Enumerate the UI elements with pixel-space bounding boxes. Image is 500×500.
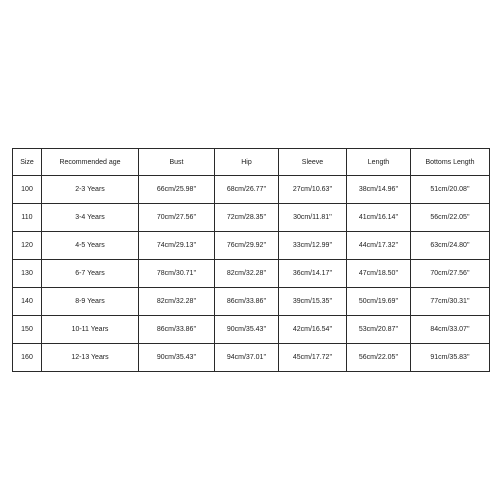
cell-bottoms-length: 91cm/35.83'' [411, 344, 490, 372]
table-row [13, 288, 490, 316]
header-hip: Hip [215, 149, 279, 176]
cell-length: 44cm/17.32'' [347, 232, 411, 260]
cell-sleeve: 36cm/14.17'' [279, 260, 347, 288]
cell-bust: 74cm/29.13'' [139, 232, 215, 260]
cell-bust: 66cm/25.98'' [139, 176, 215, 204]
table-row [13, 204, 490, 232]
cell-recommended-age: 3-4 Years [42, 204, 139, 232]
table-row [13, 316, 490, 344]
cell-length: 47cm/18.50'' [347, 260, 411, 288]
cell-bust: 90cm/35.43'' [139, 344, 215, 372]
table-row [13, 344, 490, 372]
header-sleeve: Sleeve [279, 149, 347, 176]
cell-sleeve: 30cm/11.81'' [279, 204, 347, 232]
cell-size: 110 [13, 204, 42, 232]
cell-hip: 82cm/32.28'' [215, 260, 279, 288]
cell-bust: 82cm/32.28'' [139, 288, 215, 316]
cell-hip: 90cm/35.43'' [215, 316, 279, 344]
cell-bust: 86cm/33.86'' [139, 316, 215, 344]
cell-bottoms-length: 84cm/33.07'' [411, 316, 490, 344]
cell-recommended-age: 2-3 Years [42, 176, 139, 204]
table-row [13, 232, 490, 260]
cell-size: 130 [13, 260, 42, 288]
cell-length: 56cm/22.05'' [347, 344, 411, 372]
cell-length: 38cm/14.96'' [347, 176, 411, 204]
cell-size: 150 [13, 316, 42, 344]
cell-sleeve: 33cm/12.99'' [279, 232, 347, 260]
cell-hip: 76cm/29.92'' [215, 232, 279, 260]
header-length: Length [347, 149, 411, 176]
header-bust: Bust [139, 149, 215, 176]
table-row [13, 260, 490, 288]
cell-bottoms-length: 63cm/24.80'' [411, 232, 490, 260]
cell-bottoms-length: 51cm/20.08'' [411, 176, 490, 204]
cell-sleeve: 27cm/10.63'' [279, 176, 347, 204]
cell-bottoms-length: 56cm/22.05'' [411, 204, 490, 232]
cell-bust: 70cm/27.56'' [139, 204, 215, 232]
cell-bottoms-length: 77cm/30.31'' [411, 288, 490, 316]
header-recommended-age: Recommended age [42, 149, 139, 176]
cell-recommended-age: 6-7 Years [42, 260, 139, 288]
cell-recommended-age: 4-5 Years [42, 232, 139, 260]
header-row [13, 149, 490, 176]
cell-recommended-age: 8-9 Years [42, 288, 139, 316]
cell-sleeve: 42cm/16.54'' [279, 316, 347, 344]
cell-length: 41cm/16.14'' [347, 204, 411, 232]
header-size: Size [13, 149, 42, 176]
cell-hip: 68cm/26.77'' [215, 176, 279, 204]
cell-sleeve: 45cm/17.72'' [279, 344, 347, 372]
cell-size: 100 [13, 176, 42, 204]
table-row [13, 176, 490, 204]
cell-length: 53cm/20.87'' [347, 316, 411, 344]
cell-size: 140 [13, 288, 42, 316]
cell-bottoms-length: 70cm/27.56'' [411, 260, 490, 288]
cell-hip: 72cm/28.35'' [215, 204, 279, 232]
cell-length: 50cm/19.69'' [347, 288, 411, 316]
cell-recommended-age: 10-11 Years [42, 316, 139, 344]
cell-bust: 78cm/30.71'' [139, 260, 215, 288]
cell-hip: 94cm/37.01'' [215, 344, 279, 372]
header-bottoms-length: Bottoms Length [411, 149, 490, 176]
size-chart-table [12, 148, 490, 372]
cell-sleeve: 39cm/15.35'' [279, 288, 347, 316]
cell-recommended-age: 12-13 Years [42, 344, 139, 372]
cell-size: 160 [13, 344, 42, 372]
cell-hip: 86cm/33.86'' [215, 288, 279, 316]
cell-size: 120 [13, 232, 42, 260]
